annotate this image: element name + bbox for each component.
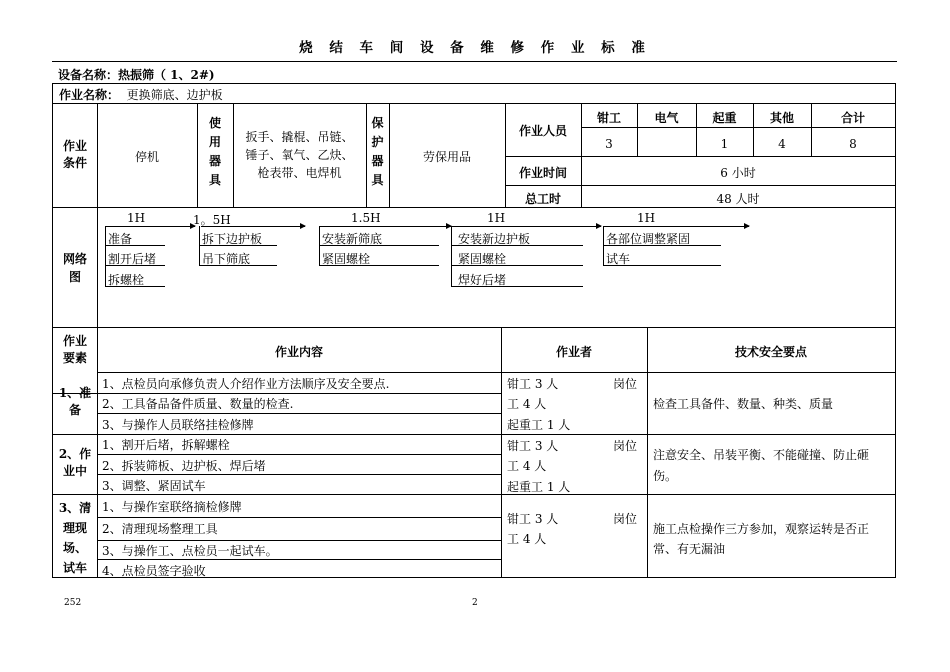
step-underline xyxy=(319,245,439,246)
section-2-item-2: 2、拆装筛板、边护板、焊后堵 xyxy=(102,459,266,473)
tools-label-char: 具 xyxy=(208,173,221,187)
line xyxy=(53,207,895,208)
protect-value: 劳保用品 xyxy=(422,150,471,164)
line xyxy=(53,434,895,435)
section-1-name xyxy=(53,385,97,419)
page-title: 烧 结 车 间 设 备 维 修 作 业 标 准 xyxy=(299,40,651,56)
staff-value-rigger: 1 xyxy=(720,137,729,151)
line xyxy=(97,207,98,327)
section-1-worker-4: 起重工 1 人 xyxy=(507,418,571,432)
line xyxy=(97,413,501,414)
step-underline xyxy=(105,286,165,287)
tools-line: 锤子、氧气、乙炔、 xyxy=(245,148,354,162)
section-3-item-3: 3、与操作工、点检员一起试车。 xyxy=(102,544,278,558)
line xyxy=(97,327,98,577)
conditions-label xyxy=(53,138,97,172)
network-label-2: 图 xyxy=(68,270,81,284)
section-3-name xyxy=(53,498,97,578)
job-label xyxy=(59,86,223,103)
step-install-guard: 安装新边护板 xyxy=(458,232,531,246)
col-safety: 技术安全要点 xyxy=(734,345,807,359)
device-name: 设备名称：热振筛（ 1、2#) xyxy=(58,68,215,82)
step-install-screen: 安装新筛底 xyxy=(322,232,383,246)
section-3-worker-1: 钳工 3 人 xyxy=(507,512,559,526)
col-content: 作业内容 xyxy=(274,345,323,359)
section-2-safety-2: 伤。 xyxy=(653,469,678,483)
network-label xyxy=(53,250,97,286)
step-remove-guard: 拆下边护板 xyxy=(202,232,263,246)
protect-label-char: 护 xyxy=(371,135,384,149)
arrow-3 xyxy=(319,226,451,227)
staff-value-other: 4 xyxy=(778,137,786,151)
section-name-line: 场、 xyxy=(62,541,87,555)
network-label-1: 网络 xyxy=(62,252,87,266)
total-value: 48 人时 xyxy=(716,192,760,206)
tools-label-char: 用 xyxy=(208,135,221,149)
step-underline xyxy=(603,265,721,266)
section-1-worker-2: 岗位 xyxy=(613,377,638,391)
section-3-item-4: 4、点检员签字验收 xyxy=(102,564,206,578)
line xyxy=(97,454,501,455)
line xyxy=(647,327,648,577)
step-underline xyxy=(199,265,277,266)
section-3-worker-2: 岗位 xyxy=(613,512,638,526)
protect-label-char: 具 xyxy=(371,173,384,187)
col-worker: 作业者 xyxy=(555,345,592,359)
step-underline xyxy=(451,286,583,287)
section-2-item-1: 1、割开后堵，拆解螺栓 xyxy=(102,438,230,452)
arrow-5 xyxy=(603,226,749,227)
tools-label-char: 使 xyxy=(208,116,221,130)
section-3-safety-2: 常、有无漏油 xyxy=(653,542,726,556)
line xyxy=(581,127,895,128)
section-3-worker-3: 工 4 人 xyxy=(507,532,547,546)
tools-line: 扳手、撬棍、吊链、 xyxy=(245,130,354,144)
step-weld-plug: 焊好后堵 xyxy=(458,273,507,287)
title-rule xyxy=(52,61,897,62)
section-1-safety-1: 检查工具备件、数量、种类、质量 xyxy=(653,397,834,411)
staff-header-rigger: 起重 xyxy=(712,111,737,125)
line xyxy=(97,559,501,560)
tools-list xyxy=(233,128,366,182)
conditions-label-1: 作业 xyxy=(62,139,87,153)
elements-label-2: 要素 xyxy=(62,351,87,365)
machine-state: 停机 xyxy=(134,150,159,164)
line xyxy=(53,393,501,394)
staff-header-electric: 电气 xyxy=(654,111,679,125)
duration-2: 1。5H xyxy=(193,213,231,227)
section-3-item-2: 2、清理现场整理工具 xyxy=(102,522,218,536)
elements-label-1: 作业 xyxy=(62,334,87,348)
section-1-worker-1: 钳工 3 人 xyxy=(507,377,559,391)
duration-3: 1.5H xyxy=(351,211,381,225)
step-underline xyxy=(451,245,583,246)
section-3-item-1: 1、与操作室联络摘检修牌 xyxy=(102,500,242,514)
section-1-item-2: 2、工具备品备件质量、数量的检查. xyxy=(102,397,294,411)
footer-page-code: 252 xyxy=(64,598,82,608)
conditions-label-2: 条件 xyxy=(62,156,87,170)
step-underline xyxy=(451,265,583,266)
staff-header-total: 合计 xyxy=(840,111,865,125)
section-name-line: 理现 xyxy=(62,521,87,535)
time-value: 6 小时 xyxy=(720,166,756,180)
section-2-name xyxy=(53,446,97,480)
step-underline xyxy=(199,245,277,246)
section-2-item-3: 3、调整、紧固试车 xyxy=(102,479,206,493)
tools-line: 枪表带、电焊机 xyxy=(257,166,342,180)
section-2-safety-1: 注意安全、吊装平衡、不能碰撞、防止砸 xyxy=(653,448,870,462)
step-underline xyxy=(319,265,439,266)
protect-label xyxy=(366,114,389,190)
line xyxy=(97,372,895,373)
section-name-line: 1、准 xyxy=(58,386,92,400)
section-2-worker-3: 工 4 人 xyxy=(507,459,547,473)
section-3-safety-1: 施工点检操作三方参加，观察运转是否正 xyxy=(653,522,870,536)
line xyxy=(505,185,895,186)
protect-label-char: 保 xyxy=(371,116,384,130)
job-value: 更换筛底、边护板 xyxy=(126,88,223,102)
section-name-line: 备 xyxy=(68,403,81,417)
tools-label-char: 器 xyxy=(208,154,221,168)
bracket-1 xyxy=(105,226,106,286)
section-2-worker-1: 钳工 3 人 xyxy=(507,439,559,453)
step-underline xyxy=(105,245,165,246)
staff-value-fitter: 3 xyxy=(605,137,613,151)
section-1-worker-3: 工 4 人 xyxy=(507,397,547,411)
job-label-text: 作业名称： xyxy=(59,88,120,102)
line xyxy=(505,156,895,157)
line xyxy=(97,540,501,541)
arrow-4 xyxy=(451,226,601,227)
step-cut-plug: 割开后堵 xyxy=(108,252,157,266)
arrow-2 xyxy=(201,226,305,227)
arrow-1 xyxy=(105,226,195,227)
duration-5: 1H xyxy=(637,211,656,225)
line xyxy=(501,327,502,577)
staff-header-other: 其他 xyxy=(769,111,794,125)
line xyxy=(97,474,501,475)
section-name-line: 2、作 xyxy=(58,447,92,461)
staff-value-total: 8 xyxy=(849,137,857,151)
section-2-worker-2: 岗位 xyxy=(613,439,638,453)
staff-label: 作业人员 xyxy=(518,124,567,138)
time-label: 作业时间 xyxy=(518,166,567,180)
step-remove-bolts: 拆螺栓 xyxy=(108,273,145,287)
section-1-item-3: 3、与操作人员联络挂检修牌 xyxy=(102,418,254,432)
duration-4: 1H xyxy=(487,211,506,225)
duration-1: 1H xyxy=(127,211,146,225)
step-tighten-bolts-1: 紧固螺栓 xyxy=(322,252,371,266)
standard-table xyxy=(52,83,896,578)
step-underline xyxy=(105,265,165,266)
tools-label xyxy=(197,114,233,190)
section-name-line: 业中 xyxy=(62,464,87,478)
step-test-run: 试车 xyxy=(606,252,631,266)
line xyxy=(53,494,895,495)
elements-label xyxy=(53,333,97,367)
total-label: 总工时 xyxy=(524,192,561,206)
step-adjust: 各部位调整紧固 xyxy=(606,232,691,246)
section-1-item-1: 1、点检员向承修负责人介绍作业方法顺序及安全要点. xyxy=(102,377,390,391)
staff-header-fitter: 钳工 xyxy=(596,111,621,125)
line xyxy=(53,103,895,104)
step-underline xyxy=(603,245,721,246)
section-name-line: 3、清 xyxy=(58,501,92,515)
step-hoist-screen: 吊下筛底 xyxy=(202,252,251,266)
footer-page-number: 2 xyxy=(472,598,478,608)
step-tighten-bolts-2: 紧固螺栓 xyxy=(458,252,507,266)
protect-label-char: 器 xyxy=(371,154,384,168)
bracket-4 xyxy=(451,226,452,286)
section-2-worker-4: 起重工 1 人 xyxy=(507,480,571,494)
section-name-line: 试车 xyxy=(62,561,87,575)
line xyxy=(53,327,895,328)
step-prepare: 准备 xyxy=(108,232,133,246)
line xyxy=(97,517,501,518)
